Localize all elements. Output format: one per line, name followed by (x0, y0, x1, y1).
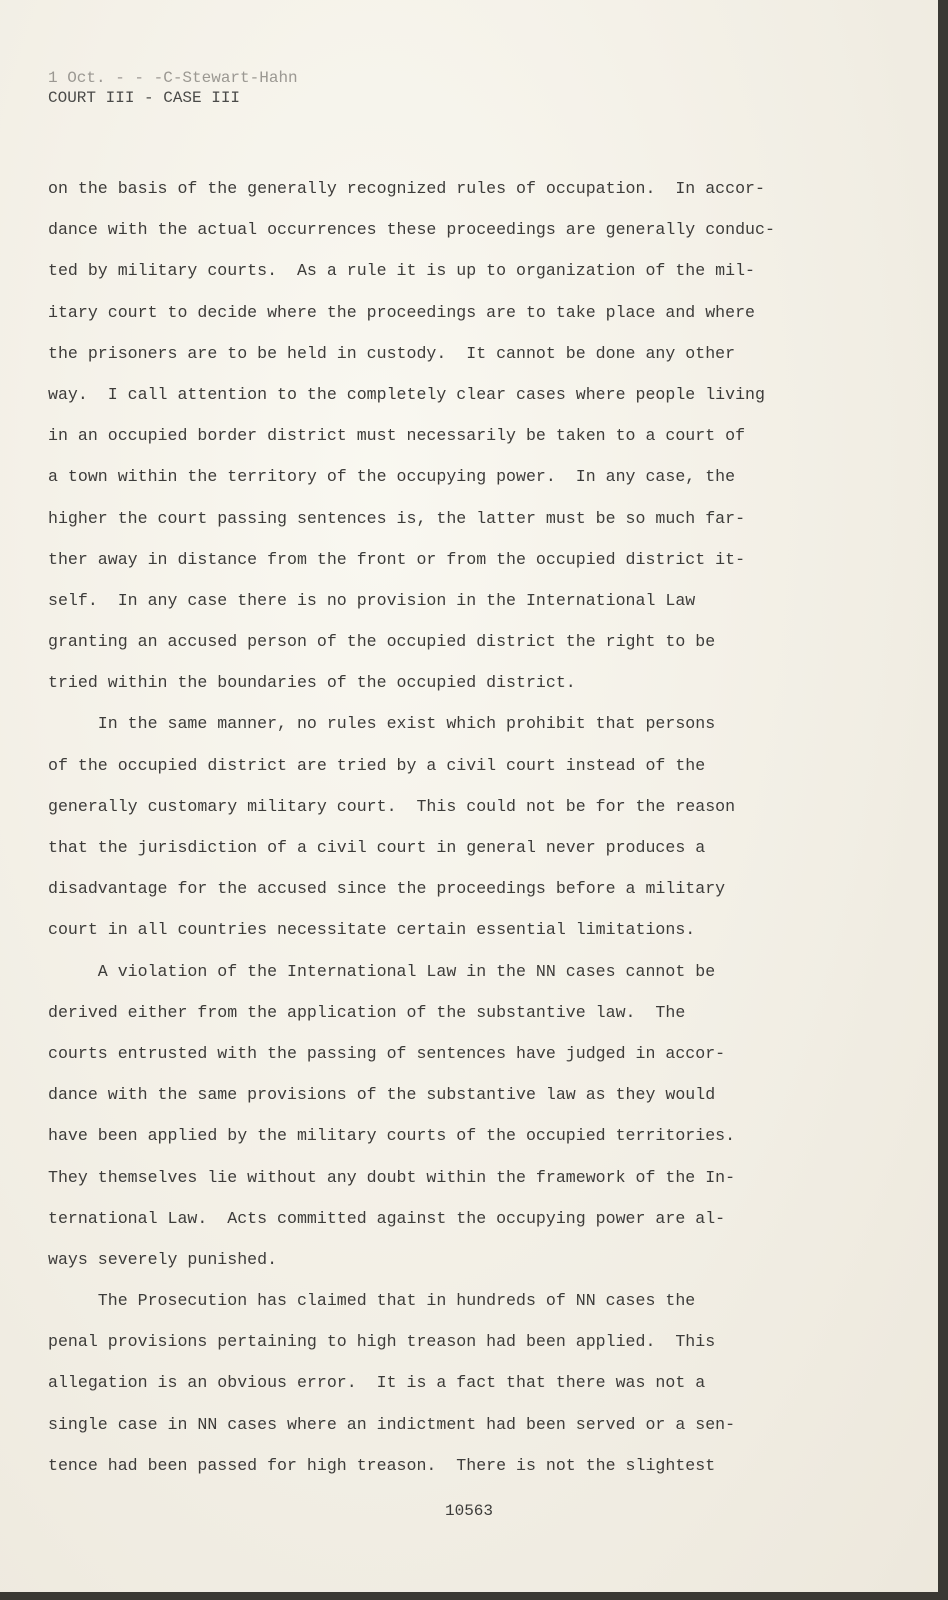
text-line: higher the court passing sentences is, the latter must be so much far- (48, 508, 746, 528)
text-line: allegation is an obvious error. It is a fact that there was not a (48, 1373, 706, 1393)
text-line: They themselves lie without any doubt within the framework of the In- (48, 1167, 736, 1187)
page-number: 10563 (444, 1502, 493, 1520)
text-line: the prisoners are to be held in custody. It cannot be done any other (48, 343, 736, 363)
text-line: on the basis of the generally recognized rules of occupation. In accor- (48, 179, 765, 198)
text-line: ternational Law. Acts committed against the occupying power are al- (48, 1208, 726, 1228)
text-line: ways severely punished. (48, 1249, 278, 1269)
scan-edge-bottom (0, 1592, 948, 1600)
text-line: tried within the boundaries of the occupied district. (48, 673, 576, 693)
body-text (48, 168, 808, 1486)
text-line: ther away in distance from the front or from the occupied district it- (48, 549, 746, 569)
text-line: have been applied by the military courts of the occupied territories. (48, 1126, 736, 1146)
text-line: that the jurisdiction of a civil court in general never produces a (48, 838, 706, 857)
text-line: of the occupied district are tried by a civil court instead of the (48, 755, 706, 775)
text-line: disadvantage for the accused since the proceedings before a military (48, 879, 726, 899)
text-line: itary court to decide where the proceedings are to take place and where (48, 302, 756, 322)
text-line: dance with the actual occurrences these proceedings are generally conduc- (48, 220, 775, 240)
text-line: courts entrusted with the passing of sentences have judged in accor- (48, 1043, 726, 1063)
text-line: generally customary military court. This could not be for the reason (48, 796, 736, 816)
text-line: A violation of the International Law in the NN cases cannot be (48, 961, 716, 981)
text-line: In the same manner, no rules exist which prohibit that persons (48, 714, 716, 734)
text-line: dance with the same provisions of the substantive law as they would (48, 1085, 716, 1105)
text-line: court in all countries necessitate certain essential limitations. (48, 920, 696, 940)
text-line: derived either from the application of the substantive law. The (48, 1002, 686, 1022)
header-date-line: 1 Oct. - - -C-Stewart-Hahn (48, 69, 298, 87)
text-line: self. In any case there is no provision in the International Law (48, 590, 696, 610)
text-line: single case in NN cases where an indictment had been served or a sen- (48, 1414, 736, 1434)
text-line: in an occupied border district must necessarily be taken to a court of (48, 426, 746, 446)
scan-edge-right (938, 0, 948, 1600)
page-header (48, 68, 298, 108)
text-line: The Prosecution has claimed that in hundreds of NN cases the (48, 1291, 696, 1311)
text-line: way. I call attention to the completely clear cases where people living (48, 384, 765, 404)
header-court-case: COURT III - CASE III (48, 89, 241, 107)
text-line: a town within the territory of the occupying power. In any case, the (48, 467, 736, 487)
text-line: granting an accused person of the occupied district the right to be (48, 632, 716, 652)
text-line: tence had been passed for high treason. There is not the slightest (48, 1455, 716, 1475)
text-line: penal provisions pertaining to high treason had been applied. This (48, 1332, 716, 1352)
text-line: ted by military courts. As a rule it is up to organization of the mil- (48, 261, 756, 281)
